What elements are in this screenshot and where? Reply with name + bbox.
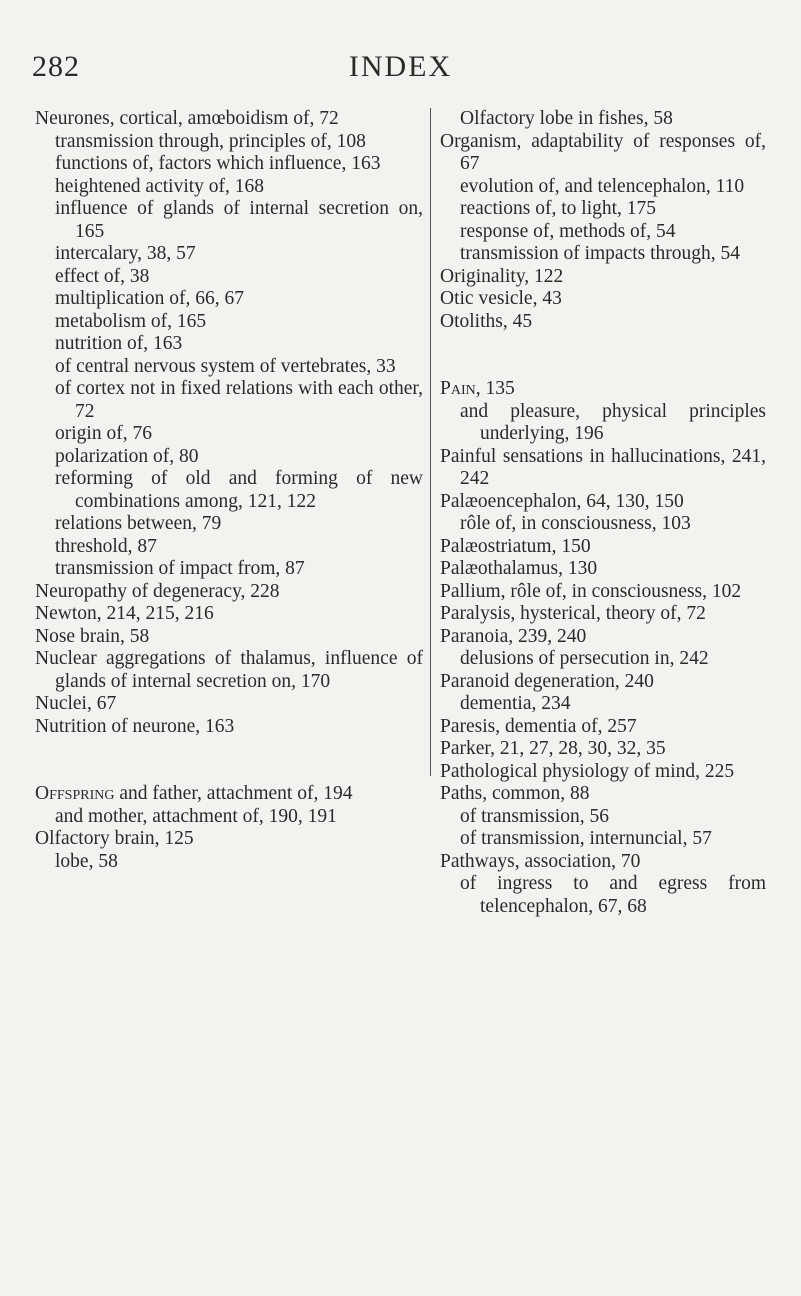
index-subentry: metabolism of, 165 xyxy=(55,310,207,332)
index-subentry: of ingress to and egress from telencephalon, 67, 68 xyxy=(460,873,766,917)
index-subentry: of transmission, 56 xyxy=(460,805,609,827)
index-entry: Paranoia, 239, 240 xyxy=(440,625,587,647)
index-subentry: polarization of, 80 xyxy=(55,445,199,467)
index-entry-text: , 135 xyxy=(475,378,515,399)
index-entry: Neuropathy of degeneracy, 228 xyxy=(35,580,280,602)
index-subentry: heightened activity of, 168 xyxy=(55,175,265,197)
index-subentry: transmission of impact from, 87 xyxy=(55,558,305,579)
column-divider xyxy=(430,108,431,776)
index-entry: Parker, 21, 27, 28, 30, 32, 35 xyxy=(440,738,666,759)
index-subentry: origin of, 76 xyxy=(55,423,152,444)
index-entry: Otoliths, 45 xyxy=(440,310,533,332)
index-subentry: lobe, 58 xyxy=(55,850,118,872)
index-subentry: transmission of impacts through, 54 xyxy=(460,243,741,264)
index-entry: Olfactory brain, 125 xyxy=(35,828,194,849)
index-entry: Newton, 214, 215, 216 xyxy=(35,603,214,624)
index-subentry: nutrition of, 163 xyxy=(55,333,183,354)
index-entry: Originality, 122 xyxy=(440,265,564,287)
index-subentry: relations between, 79 xyxy=(55,513,222,534)
section-gap xyxy=(440,333,766,356)
index-subentry: multiplication of, 66, 67 xyxy=(55,288,245,309)
index-subentry: Olfactory lobe in fishes, 58 xyxy=(460,108,673,129)
index-subentry: response of, methods of, 54 xyxy=(460,220,676,242)
index-column-right xyxy=(440,108,766,918)
index-entry: Nose brain, 58 xyxy=(35,625,150,647)
index-subentry: effect of, 38 xyxy=(55,265,150,287)
index-entry xyxy=(35,783,423,806)
running-title: INDEX xyxy=(348,50,453,83)
index-entry: Paralysis, hysterical, theory of, 72 xyxy=(440,603,706,624)
index-entry: Palæoencephalon, 64, 130, 150 xyxy=(440,490,684,512)
index-subentry: and pleasure, physical principles underlying, 196 xyxy=(460,400,766,444)
index-subentry: functions of, factors which influence, 163 xyxy=(55,153,381,174)
index-subentry: of central nervous system of vertebrates, 33 xyxy=(55,355,396,377)
section-gap xyxy=(35,761,423,784)
index-subentry: of transmission, internuncial, 57 xyxy=(460,828,712,849)
index-entry xyxy=(440,378,766,401)
index-subentry: influence of glands of internal secretion on, 165 xyxy=(55,198,423,242)
index-entry: Paranoid degeneration, 240 xyxy=(440,670,654,692)
index-entry: Neurones, cortical, amœboidism of, 72 xyxy=(35,108,339,129)
index-subentry: reforming of old and forming of new combinations among, 121, 122 xyxy=(55,468,423,512)
index-entry: Painful sensations in hallucinations, 241, 242 xyxy=(440,445,766,489)
index-entry: Otic vesicle, 43 xyxy=(440,288,562,309)
index-subentry: dementia, 234 xyxy=(460,693,571,714)
index-entry: Paresis, dementia of, 257 xyxy=(440,715,637,737)
index-column-left xyxy=(35,108,423,873)
index-entry: Nuclei, 67 xyxy=(35,693,117,714)
index-entry: Organism, adaptability of responses of, 67 xyxy=(440,130,766,174)
index-entry: Palæostriatum, 150 xyxy=(440,535,591,557)
section-lead-word: Offspring xyxy=(35,783,115,804)
section-gap xyxy=(440,356,766,379)
page-header xyxy=(0,50,801,90)
index-subentry: intercalary, 38, 57 xyxy=(55,243,196,264)
index-entry: Palæothalamus, 130 xyxy=(440,558,598,579)
section-lead-word: Pain xyxy=(440,378,476,399)
index-entry: Pathological physiology of mind, 225 xyxy=(440,760,735,782)
index-subentry: evolution of, and telencephalon, 110 xyxy=(460,175,745,197)
index-subentry: and mother, attachment of, 190, 191 xyxy=(55,805,337,827)
index-entry: Nuclear aggregations of thalamus, influence of glands of internal secretion on, 170 xyxy=(35,648,423,692)
index-subentry: threshold, 87 xyxy=(55,535,157,557)
index-subentry: transmission through, principles of, 108 xyxy=(55,130,366,152)
index-entry: Pallium, rôle of, in consciousness, 102 xyxy=(440,580,742,602)
index-subentry: of cortex not in fixed relations with each other, 72 xyxy=(55,378,423,422)
index-entry-text: and father, attachment of, 194 xyxy=(114,783,353,804)
index-entry: Nutrition of neurone, 163 xyxy=(35,715,235,737)
page-number: 282 xyxy=(32,50,80,83)
index-entry: Paths, common, 88 xyxy=(440,783,590,804)
section-gap xyxy=(35,738,423,761)
index-subentry: delusions of persecution in, 242 xyxy=(460,648,709,669)
index-subentry: rôle of, in consciousness, 103 xyxy=(460,513,691,534)
index-entry: Pathways, association, 70 xyxy=(440,850,641,872)
index-subentry: reactions of, to light, 175 xyxy=(460,198,657,219)
